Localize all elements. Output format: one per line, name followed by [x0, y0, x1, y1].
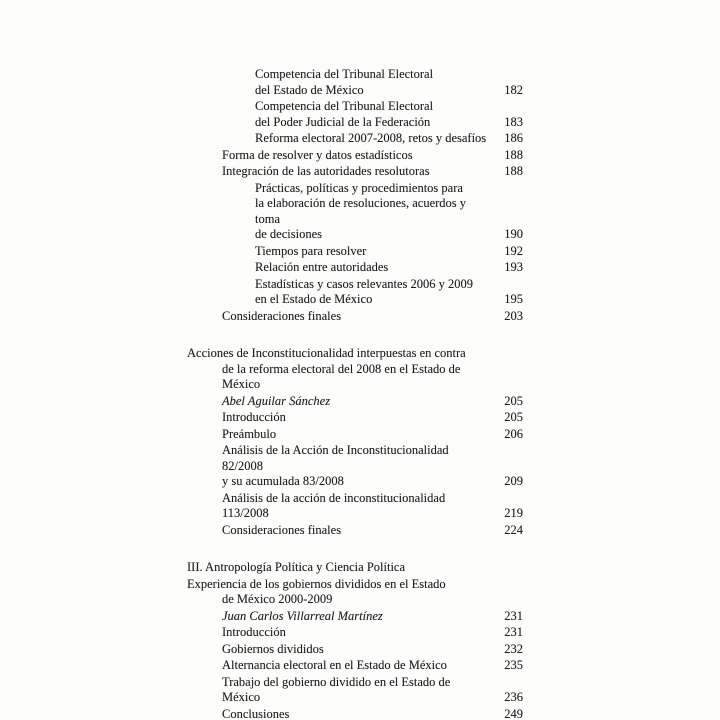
toc-page-number: 190	[504, 227, 523, 241]
toc-entry-text	[0, 394, 491, 410]
toc-entry-text	[0, 260, 491, 276]
toc-page-number: 235	[504, 658, 523, 672]
toc-entry-text	[0, 164, 491, 180]
toc-line: Reforma electoral 2007-2008, retos y desafíos	[255, 131, 487, 145]
toc-line: Prácticas, políticas y procedimientos para	[255, 180, 463, 195]
toc-page-number: 188	[504, 147, 523, 162]
toc-page-number: 205	[504, 410, 523, 424]
toc-entry-text	[0, 410, 491, 426]
toc-entry	[0, 148, 523, 164]
toc-line: Consideraciones finales	[222, 308, 342, 323]
toc-entry-text	[0, 560, 491, 576]
toc-line: Experiencia de los gobiernos divididos en el Estado	[187, 576, 446, 591]
toc-entry	[0, 560, 523, 576]
toc-entry-text	[0, 244, 491, 260]
toc-entry	[0, 609, 523, 625]
toc-line: Trabajo del gobierno dividido en el Estado de México	[222, 674, 451, 704]
toc-entry-text	[0, 523, 491, 539]
toc-line: Relación entre autoridades	[255, 260, 389, 274]
toc-entry	[0, 642, 523, 658]
toc-entry	[0, 131, 523, 147]
toc-line: la elaboración de resoluciones, acuerdos y toma	[255, 196, 467, 226]
toc-line: del Poder Judicial de la Federación	[255, 114, 431, 129]
toc-page-number: 249	[504, 706, 523, 720]
toc-line: Análisis de la Acción de Inconstitucionalidad 82/2008	[222, 443, 449, 473]
toc-entry-text	[0, 346, 491, 393]
toc-section-acciones-inconstitucionalidad	[0, 346, 523, 538]
toc-entry-text	[0, 181, 491, 243]
toc-entry	[0, 625, 523, 641]
toc-line: y su acumulada 83/2008	[222, 474, 344, 488]
toc-page-number: 192	[504, 243, 523, 258]
toc-page-number: 203	[504, 308, 523, 323]
toc-entry-text	[0, 277, 491, 308]
toc-section-chapter-continuation	[0, 67, 523, 324]
toc-entry	[0, 394, 523, 410]
toc-line: Alternancia electoral en el Estado de México	[222, 658, 447, 672]
toc-page-number: 183	[504, 114, 523, 129]
toc-entry-text	[0, 642, 491, 658]
toc-line: Acciones de Inconstitucionalidad interpuestas en contra	[187, 346, 466, 360]
toc-entry	[0, 309, 523, 325]
toc-entry	[0, 277, 523, 308]
toc-line: Forma de resolver y datos estadísticos	[222, 147, 413, 162]
toc-entry-text	[0, 658, 491, 674]
toc-entry-text	[0, 427, 491, 443]
toc-line: III. Antropología Política y Ciencia Política	[187, 560, 406, 574]
toc-page-number: 232	[504, 641, 523, 656]
toc-page-number: 195	[504, 292, 523, 306]
toc-entry	[0, 260, 523, 276]
toc-page-number: 206	[504, 426, 523, 441]
toc-entry-text	[0, 577, 491, 608]
toc-page-number: 193	[504, 260, 523, 274]
toc-author-line: Juan Carlos Villarreal Martínez	[222, 608, 383, 623]
toc-entry-text	[0, 491, 491, 522]
toc-line: Gobiernos divididos	[222, 641, 324, 656]
toc-page-number: 182	[504, 82, 523, 97]
toc-line: Estadísticas y casos relevantes 2006 y 2009	[255, 276, 474, 291]
toc-page-number: 205	[504, 393, 523, 408]
toc-entry	[0, 99, 523, 130]
toc-entry	[0, 181, 523, 243]
toc-line: Introducción	[222, 410, 286, 424]
toc-page-number: 231	[504, 608, 523, 623]
toc-page-number: 186	[504, 131, 523, 145]
toc-entry	[0, 675, 523, 706]
toc-page-number: 188	[504, 164, 523, 178]
toc-entry-text	[0, 148, 491, 164]
toc-line: Competencia del Tribunal Electoral	[255, 99, 434, 113]
toc-entry	[0, 164, 523, 180]
toc-entry	[0, 443, 523, 490]
toc-entry	[0, 491, 523, 522]
toc-entry	[0, 658, 523, 674]
toc-entry-text	[0, 609, 491, 625]
toc-entry-text	[0, 131, 491, 147]
toc-line: Integración de las autoridades resolutoras	[222, 164, 430, 178]
toc-entry	[0, 577, 523, 608]
toc-entry	[0, 410, 523, 426]
toc-entry	[0, 244, 523, 260]
toc-entry	[0, 346, 523, 393]
toc-line: en el Estado de México	[255, 292, 373, 306]
toc-line: Análisis de la acción de inconstitucionalidad 113/2008	[222, 490, 446, 520]
toc-line: de decisiones	[255, 227, 322, 241]
toc-page-number: 236	[504, 690, 523, 704]
toc-author-line: Abel Aguilar Sánchez	[222, 393, 331, 408]
toc-entry-text	[0, 675, 491, 706]
toc-line: de México 2000-2009	[222, 592, 333, 606]
toc-line: de la reforma electoral del 2008 en el Estado de México	[222, 361, 461, 391]
toc-entry	[0, 707, 523, 720]
toc-page-number: 209	[504, 474, 523, 488]
toc-entry	[0, 523, 523, 539]
toc-line: Tiempos para resolver	[255, 243, 367, 258]
toc-line: del Estado de México	[255, 82, 364, 97]
toc-entry-text	[0, 67, 491, 98]
toc-line: Preámbulo	[222, 426, 277, 441]
toc-entry-text	[0, 443, 491, 490]
toc-section-antropologia-politica	[0, 560, 523, 720]
toc-line: Introducción	[222, 625, 286, 639]
toc-page-number: 231	[504, 625, 523, 639]
toc-entry-text	[0, 707, 491, 720]
toc-line: Consideraciones finales	[222, 522, 342, 537]
toc-entry	[0, 427, 523, 443]
table-of-contents	[0, 67, 523, 720]
toc-page-number: 219	[504, 506, 523, 520]
toc-entry-text	[0, 99, 491, 130]
toc-entry-text	[0, 309, 491, 325]
toc-page-number: 224	[504, 522, 523, 537]
toc-entry-text	[0, 625, 491, 641]
toc-line: Competencia del Tribunal Electoral	[255, 67, 434, 81]
toc-line: Conclusiones	[222, 706, 290, 720]
toc-entry	[0, 67, 523, 98]
